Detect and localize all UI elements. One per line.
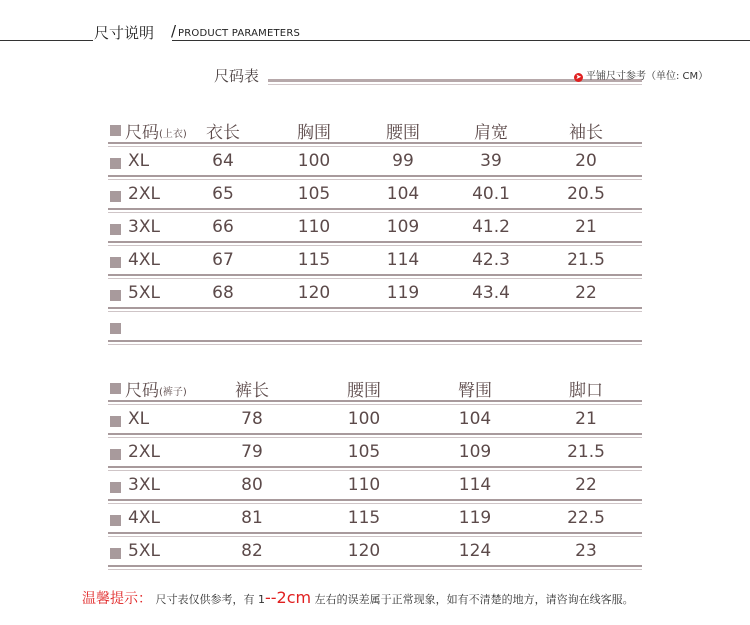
pants-cell: 22 (575, 475, 597, 495)
tops-cell: 115 (297, 250, 331, 270)
tops-header-row (108, 114, 642, 147)
header-slash: / (171, 22, 177, 40)
row-rule (108, 340, 642, 342)
pants-cell: 81 (241, 508, 263, 528)
tops-size-label: 2XL (128, 184, 160, 204)
tops-cell: 68 (212, 283, 234, 303)
tops-cell: 65 (212, 184, 234, 204)
tops-cell: 20 (575, 151, 597, 171)
row-bullet-square (110, 482, 121, 493)
pants-header-col-3: 臀围 (458, 381, 492, 401)
tops-cell: 99 (392, 151, 414, 171)
pants-header-size: 尺码 (125, 381, 159, 401)
tip-range-a: 1 (258, 593, 265, 606)
tops-row (108, 312, 642, 345)
header-title-en: PRODUCT PARAMETERS (178, 28, 301, 39)
pants-cell: 23 (575, 541, 597, 561)
tops-row (108, 213, 642, 246)
tops-size-label: XL (128, 151, 150, 171)
tip-part1: 尺寸表仅供参考，有 (155, 593, 255, 606)
pants-cell: 119 (458, 508, 492, 528)
tops-cell: 21.5 (567, 250, 605, 270)
pants-cell: 78 (241, 409, 263, 429)
tops-cell: 119 (386, 283, 420, 303)
tops-size-label: 3XL (128, 217, 160, 237)
tops-header-col-1: 衣长 (206, 123, 240, 143)
pants-cell: 82 (241, 541, 263, 561)
tops-row (108, 147, 642, 180)
tops-cell: 22 (575, 283, 597, 303)
tops-row (108, 246, 642, 279)
pants-cell: 79 (241, 442, 263, 462)
pants-cell: 22.5 (567, 508, 605, 528)
pants-cell: 21 (575, 409, 597, 429)
row-bullet-square (110, 158, 121, 169)
tops-cell: 21 (575, 217, 597, 237)
tops-cell: 41.2 (472, 217, 510, 237)
row-rule (108, 175, 642, 177)
row-bullet-square (110, 515, 121, 526)
pants-size-label: 3XL (128, 475, 160, 495)
arrow-right-circle-icon: ➤ (575, 73, 582, 81)
tops-cell: 120 (297, 283, 331, 303)
tops-cell: 104 (386, 184, 420, 204)
title-rule-thin (268, 84, 642, 85)
tip-part2: 左右的误差属于正常现象，如有不清楚的地方，请咨询在线客服。 (314, 593, 634, 606)
tops-cell: 39 (480, 151, 502, 171)
tops-cell: 114 (386, 250, 420, 270)
row-rule (108, 307, 642, 309)
pants-header-col-2: 腰围 (347, 381, 381, 401)
pants-header-size-note: (裤子) (159, 387, 187, 398)
tops-cell: 66 (212, 217, 234, 237)
row-rule (108, 208, 642, 210)
tops-size-label: 5XL (128, 283, 160, 303)
row-bullet-square (110, 191, 121, 202)
tops-cell: 100 (297, 151, 331, 171)
row-rule-thin (108, 344, 642, 345)
tops-cell: 67 (212, 250, 234, 270)
tops-header-col-3: 腰围 (386, 123, 420, 143)
row-rule (108, 532, 642, 534)
pants-header-col-4: 脚口 (569, 381, 603, 401)
row-rule (108, 466, 642, 468)
row-rule (108, 565, 642, 567)
header-title-cn: 尺寸说明 (94, 24, 155, 42)
tops-cell: 64 (212, 151, 234, 171)
tops-header-col-5: 袖长 (569, 123, 603, 143)
pants-cell: 120 (347, 541, 381, 561)
pants-row (108, 405, 642, 438)
tops-cell: 40.1 (472, 184, 510, 204)
pants-cell: 21.5 (567, 442, 605, 462)
tip-text (82, 588, 634, 608)
row-bullet-square (110, 224, 121, 235)
pants-size-label: XL (128, 409, 150, 429)
tops-header-size-note: (上衣) (159, 129, 187, 140)
tops-row (108, 180, 642, 213)
pants-cell: 109 (458, 442, 492, 462)
row-bullet-square (110, 548, 121, 559)
pants-cell: 115 (347, 508, 381, 528)
row-bullet-square (110, 323, 121, 334)
tip-range-b: --2cm (265, 588, 312, 607)
row-bullet-square (110, 125, 121, 136)
measurement-note-text: 平铺尺寸参考（单位: CM） (586, 71, 709, 82)
row-bullet-square (110, 290, 121, 301)
row-rule (108, 241, 642, 243)
pants-row (108, 504, 642, 537)
tip-label: 温馨提示： (82, 591, 152, 607)
row-bullet-square (110, 416, 121, 427)
measurement-note (574, 67, 708, 82)
row-rule (108, 433, 642, 435)
pants-size-label: 5XL (128, 541, 160, 561)
pants-cell: 110 (347, 475, 381, 495)
row-rule-thin (108, 569, 642, 570)
size-table-title: 尺码表 (214, 67, 260, 85)
pants-cell: 114 (458, 475, 492, 495)
pants-row (108, 438, 642, 471)
pants-header-row (108, 372, 642, 405)
row-bullet-square (110, 257, 121, 268)
tops-header-col-4: 肩宽 (474, 123, 508, 143)
pants-cell: 80 (241, 475, 263, 495)
pants-header-col-1: 裤长 (235, 381, 269, 401)
pants-row (108, 471, 642, 504)
pants-cell: 100 (347, 409, 381, 429)
pants-size-label: 4XL (128, 508, 160, 528)
tops-header-col-2: 胸围 (297, 123, 331, 143)
tops-cell: 109 (386, 217, 420, 237)
row-bullet-square (110, 383, 121, 394)
tops-cell: 42.3 (472, 250, 510, 270)
row-rule (108, 274, 642, 276)
tops-cell: 105 (297, 184, 331, 204)
pants-cell: 104 (458, 409, 492, 429)
tops-row (108, 279, 642, 312)
tops-cell: 110 (297, 217, 331, 237)
tops-size-label: 4XL (128, 250, 160, 270)
pants-cell: 124 (458, 541, 492, 561)
pants-row (108, 537, 642, 570)
header-rule-right (172, 40, 750, 41)
header-rule-left (0, 40, 93, 41)
row-rule (108, 499, 642, 501)
tops-cell: 20.5 (567, 184, 605, 204)
pants-cell: 105 (347, 442, 381, 462)
row-bullet-square (110, 449, 121, 460)
pants-size-label: 2XL (128, 442, 160, 462)
tops-header-size: 尺码 (125, 123, 159, 143)
tops-cell: 43.4 (472, 283, 510, 303)
